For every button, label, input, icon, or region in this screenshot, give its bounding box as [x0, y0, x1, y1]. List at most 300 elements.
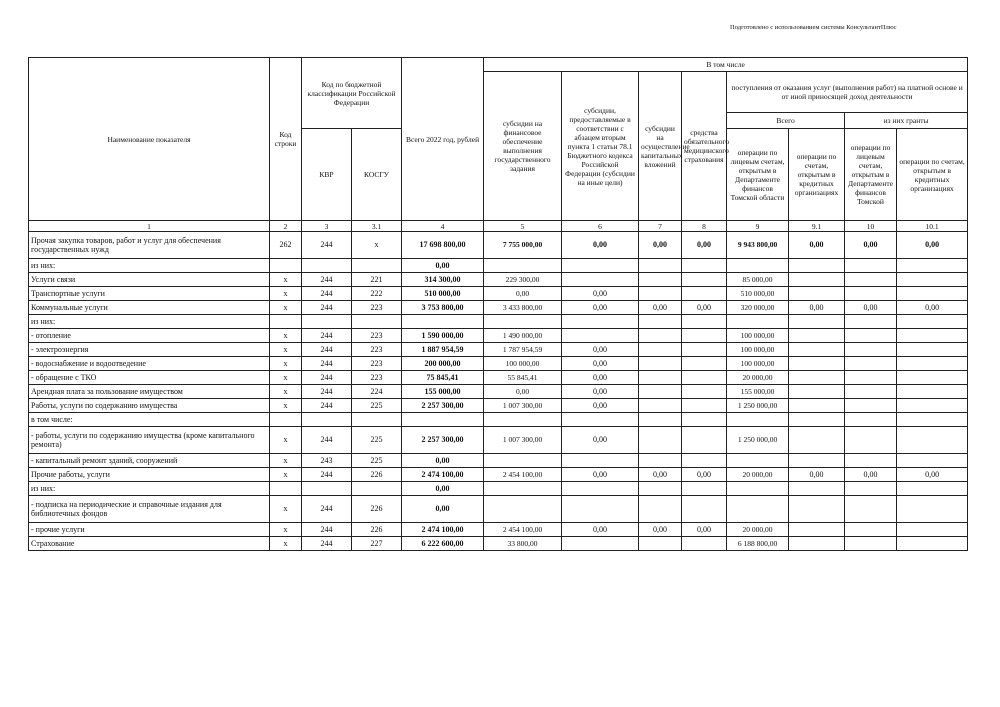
cell-value: x	[270, 496, 302, 523]
cell-value	[270, 413, 302, 427]
table-row	[29, 537, 968, 551]
cell-value	[845, 385, 897, 399]
cell-value	[639, 343, 682, 357]
cell-value	[682, 482, 727, 496]
cell-value: 55 845,41	[484, 371, 562, 385]
cell-value	[845, 413, 897, 427]
row-label: в том числе:	[29, 413, 270, 427]
cell-value	[484, 413, 562, 427]
cell-value	[789, 315, 845, 329]
column-number-row	[29, 221, 968, 232]
cell-value: 0,00	[402, 496, 484, 523]
cell-value: 226	[352, 496, 402, 523]
cell-value: 0,00	[682, 301, 727, 315]
cell-value: 244	[302, 468, 352, 482]
table-row	[29, 399, 968, 413]
table-row	[29, 496, 968, 523]
cell-value: x	[270, 301, 302, 315]
cell-value	[789, 287, 845, 301]
cell-value	[845, 329, 897, 343]
cell-value	[789, 496, 845, 523]
cell-value: 33 800,00	[484, 537, 562, 551]
cell-value	[897, 399, 968, 413]
cell-value: 0,00	[562, 343, 639, 357]
cell-value: x	[270, 273, 302, 287]
cell-value	[682, 496, 727, 523]
cell-value: 3 433 800,00	[484, 301, 562, 315]
header-kosgu: КОСГУ	[352, 129, 402, 221]
cell-value: 1 007 300,00	[484, 427, 562, 454]
column-number: 2	[270, 221, 302, 232]
cell-value: 223	[352, 371, 402, 385]
table-row	[29, 273, 968, 287]
cell-value	[484, 315, 562, 329]
cell-value	[845, 482, 897, 496]
cell-value: 1 007 300,00	[484, 399, 562, 413]
cell-value	[639, 315, 682, 329]
cell-value: 244	[302, 343, 352, 357]
cell-value: 0,00	[789, 232, 845, 259]
cell-value: x	[270, 343, 302, 357]
table-row	[29, 385, 968, 399]
header-bk: Код по бюджетной классификации Российской Федерации	[302, 58, 402, 129]
cell-value: 244	[302, 399, 352, 413]
cell-value	[789, 537, 845, 551]
cell-value: 0,00	[639, 232, 682, 259]
header-paid: поступления от оказания услуг (выполнения работ) на платной основе и от иной приносящей доход деятельности	[727, 72, 968, 113]
cell-value: 2 454 100,00	[484, 468, 562, 482]
row-label: Работы, услуги по содержанию имущества	[29, 399, 270, 413]
cell-value: 200 000,00	[402, 357, 484, 371]
cell-value	[484, 496, 562, 523]
header-incl: В том числе	[484, 58, 968, 72]
cell-value: 2 474 100,00	[402, 523, 484, 537]
cell-value	[352, 482, 402, 496]
cell-value: 0,00	[562, 232, 639, 259]
row-label: Коммунальные услуги	[29, 301, 270, 315]
cell-value	[897, 427, 968, 454]
cell-value	[845, 399, 897, 413]
column-number: 10.1	[897, 221, 968, 232]
cell-value	[845, 287, 897, 301]
header-all: Всего	[727, 113, 845, 129]
consultant-note: Подготовлено с использованием системы КонсультантПлюс	[730, 24, 897, 31]
column-number: 3	[302, 221, 352, 232]
cell-value: 1 490 000,00	[484, 329, 562, 343]
cell-value	[562, 259, 639, 273]
cell-value	[639, 287, 682, 301]
cell-value	[402, 413, 484, 427]
cell-value: 226	[352, 523, 402, 537]
cell-value	[897, 385, 968, 399]
cell-value	[727, 315, 789, 329]
cell-value: 0,00	[562, 357, 639, 371]
cell-value: 0,00	[845, 301, 897, 315]
cell-value	[484, 454, 562, 468]
cell-value	[639, 482, 682, 496]
row-label: - обращение с ТКО	[29, 371, 270, 385]
cell-value: 0,00	[562, 427, 639, 454]
cell-value: 20 000,00	[727, 523, 789, 537]
cell-value	[897, 357, 968, 371]
cell-value	[845, 259, 897, 273]
table-row	[29, 343, 968, 357]
cell-value	[639, 496, 682, 523]
cell-value: 85 000,00	[727, 273, 789, 287]
cell-value	[897, 273, 968, 287]
cell-value: x	[270, 454, 302, 468]
column-number: 7	[639, 221, 682, 232]
row-label: из них:	[29, 315, 270, 329]
cell-value	[639, 357, 682, 371]
cell-value	[682, 427, 727, 454]
cell-value	[562, 496, 639, 523]
cell-value	[562, 482, 639, 496]
cell-value: 225	[352, 399, 402, 413]
cell-value	[897, 371, 968, 385]
cell-value	[789, 454, 845, 468]
cell-value	[352, 315, 402, 329]
cell-value	[789, 482, 845, 496]
cell-value	[897, 537, 968, 551]
table-row	[29, 413, 968, 427]
cell-value	[639, 329, 682, 343]
cell-value: 0,00	[562, 385, 639, 399]
cell-value: 100 000,00	[727, 343, 789, 357]
row-label: - работы, услуги по содержанию имущества (кроме капитального ремонта)	[29, 427, 270, 454]
cell-value	[727, 259, 789, 273]
row-label: из них:	[29, 259, 270, 273]
cell-value: 17 698 800,00	[402, 232, 484, 259]
cell-value	[845, 454, 897, 468]
column-number: 8	[682, 221, 727, 232]
column-number: 4	[402, 221, 484, 232]
cell-value: 1 250 000,00	[727, 399, 789, 413]
cell-value: 244	[302, 496, 352, 523]
cell-value	[402, 315, 484, 329]
header-c91: операции по счетам, открытым в кредитных организациях	[789, 129, 845, 221]
row-label: Арендная плата за пользование имуществом	[29, 385, 270, 399]
cell-value	[302, 259, 352, 273]
row-label: Услуги связи	[29, 273, 270, 287]
cell-value	[562, 329, 639, 343]
table-row	[29, 232, 968, 259]
cell-value	[789, 329, 845, 343]
cell-value: 0,00	[484, 287, 562, 301]
table-row	[29, 287, 968, 301]
cell-value	[727, 413, 789, 427]
header-name: Наименование показателя	[29, 58, 270, 221]
cell-value	[897, 315, 968, 329]
table-row	[29, 301, 968, 315]
cell-value	[897, 413, 968, 427]
header-c6: субсидии, предоставляемые в соответствии с абзацем вторым пункта 1 статьи 78.1 Бюджетного кодекса Российской Федерации (субсидии на иные цели)	[562, 72, 639, 221]
cell-value	[897, 259, 968, 273]
table-header	[29, 58, 968, 232]
cell-value	[789, 357, 845, 371]
cell-value: 223	[352, 343, 402, 357]
cell-value	[789, 385, 845, 399]
cell-value: x	[270, 427, 302, 454]
cell-value: 1 250 000,00	[727, 427, 789, 454]
cell-value: 0,00	[897, 468, 968, 482]
column-number: 1	[29, 221, 270, 232]
column-number: 9	[727, 221, 789, 232]
cell-value: 244	[302, 232, 352, 259]
cell-value	[789, 371, 845, 385]
table-row	[29, 482, 968, 496]
table-row	[29, 259, 968, 273]
cell-value: 0,00	[897, 301, 968, 315]
cell-value: 510 000,00	[727, 287, 789, 301]
cell-value: 226	[352, 468, 402, 482]
cell-value	[789, 413, 845, 427]
cell-value	[352, 413, 402, 427]
table-body	[29, 232, 968, 551]
budget-table	[28, 57, 968, 551]
cell-value: 0,00	[562, 468, 639, 482]
cell-value: 223	[352, 357, 402, 371]
cell-value: x	[270, 329, 302, 343]
row-label: - подписка на периодические и справочные издания для библиотечных фондов	[29, 496, 270, 523]
cell-value: 244	[302, 523, 352, 537]
cell-value	[845, 537, 897, 551]
header-grants: из них гранты	[845, 113, 968, 129]
cell-value: 2 257 300,00	[402, 399, 484, 413]
cell-value	[639, 371, 682, 385]
row-label: - водоснабжение и водоотведение	[29, 357, 270, 371]
cell-value	[682, 357, 727, 371]
header-c5: субсидии на финансовое обеспечение выполнения государственного задания	[484, 72, 562, 221]
table-row	[29, 371, 968, 385]
cell-value: 100 000,00	[484, 357, 562, 371]
cell-value	[302, 315, 352, 329]
cell-value	[562, 413, 639, 427]
cell-value: 0,00	[789, 301, 845, 315]
cell-value: 227	[352, 537, 402, 551]
cell-value: 100 000,00	[727, 357, 789, 371]
cell-value	[682, 371, 727, 385]
cell-value	[789, 399, 845, 413]
cell-value	[897, 523, 968, 537]
cell-value: 0,00	[562, 301, 639, 315]
cell-value: 0,00	[402, 454, 484, 468]
column-number: 9.1	[789, 221, 845, 232]
cell-value	[682, 399, 727, 413]
cell-value: 0,00	[402, 482, 484, 496]
cell-value	[789, 273, 845, 287]
cell-value: 0,00	[639, 468, 682, 482]
cell-value	[845, 523, 897, 537]
table-row	[29, 468, 968, 482]
header-c101: операции по счетам, открытым в кредитных организациях	[897, 129, 968, 221]
cell-value	[270, 315, 302, 329]
cell-value: 155 000,00	[727, 385, 789, 399]
cell-value: x	[270, 357, 302, 371]
cell-value	[352, 259, 402, 273]
cell-value: 9 943 800,00	[727, 232, 789, 259]
cell-value	[897, 496, 968, 523]
cell-value	[727, 454, 789, 468]
cell-value: 7 755 000,00	[484, 232, 562, 259]
cell-value	[897, 343, 968, 357]
cell-value: 0,00	[639, 523, 682, 537]
cell-value: 225	[352, 427, 402, 454]
cell-value	[682, 315, 727, 329]
cell-value	[639, 537, 682, 551]
cell-value	[845, 496, 897, 523]
cell-value: 225	[352, 454, 402, 468]
cell-value: 6 222 600,00	[402, 537, 484, 551]
row-label: Прочие работы, услуги	[29, 468, 270, 482]
cell-value	[845, 343, 897, 357]
cell-value: 244	[302, 427, 352, 454]
table-row	[29, 523, 968, 537]
header-total: Всего 2022 год, рублей	[402, 58, 484, 221]
cell-value	[682, 454, 727, 468]
row-label: - электроэнергия	[29, 343, 270, 357]
cell-value	[639, 413, 682, 427]
cell-value	[845, 427, 897, 454]
cell-value	[562, 315, 639, 329]
cell-value: 229 300,00	[484, 273, 562, 287]
cell-value	[682, 329, 727, 343]
cell-value: 0,00	[562, 287, 639, 301]
cell-value	[639, 454, 682, 468]
cell-value: 244	[302, 385, 352, 399]
row-label: - капитальный ремонт зданий, сооружений	[29, 454, 270, 468]
row-label: Транспортные услуги	[29, 287, 270, 301]
cell-value: 244	[302, 301, 352, 315]
cell-value	[845, 315, 897, 329]
cell-value: 0,00	[897, 232, 968, 259]
cell-value	[639, 427, 682, 454]
table-row	[29, 315, 968, 329]
cell-value: x	[270, 385, 302, 399]
cell-value: x	[352, 232, 402, 259]
cell-value: x	[270, 371, 302, 385]
cell-value	[682, 287, 727, 301]
cell-value: 0,00	[484, 385, 562, 399]
cell-value: 244	[302, 371, 352, 385]
cell-value	[270, 259, 302, 273]
cell-value: 0,00	[562, 523, 639, 537]
cell-value	[302, 413, 352, 427]
table-row	[29, 427, 968, 454]
cell-value	[639, 273, 682, 287]
cell-value: 0,00	[682, 523, 727, 537]
cell-value: 0,00	[402, 259, 484, 273]
cell-value	[727, 482, 789, 496]
cell-value: x	[270, 537, 302, 551]
cell-value: 244	[302, 287, 352, 301]
cell-value: 0,00	[639, 301, 682, 315]
cell-value: 3 753 800,00	[402, 301, 484, 315]
header-c7: субсидии на осуществление капитальных вложений	[639, 72, 682, 221]
cell-value	[789, 343, 845, 357]
cell-value	[270, 482, 302, 496]
row-label: - отопление	[29, 329, 270, 343]
cell-value	[897, 287, 968, 301]
cell-value: 262	[270, 232, 302, 259]
cell-value: 2 474 100,00	[402, 468, 484, 482]
row-label: - прочие услуги	[29, 523, 270, 537]
cell-value	[897, 329, 968, 343]
cell-value: 0,00	[682, 468, 727, 482]
column-number: 5	[484, 221, 562, 232]
cell-value: 2 454 100,00	[484, 523, 562, 537]
cell-value: x	[270, 523, 302, 537]
cell-value: 223	[352, 329, 402, 343]
row-label: из них:	[29, 482, 270, 496]
row-label: Страхование	[29, 537, 270, 551]
cell-value	[897, 454, 968, 468]
column-number: 6	[562, 221, 639, 232]
cell-value	[682, 259, 727, 273]
cell-value	[845, 371, 897, 385]
cell-value	[562, 273, 639, 287]
cell-value: 510 000,00	[402, 287, 484, 301]
cell-value: 221	[352, 273, 402, 287]
cell-value	[682, 385, 727, 399]
cell-value: 0,00	[562, 399, 639, 413]
table-row	[29, 454, 968, 468]
cell-value: 224	[352, 385, 402, 399]
cell-value: 1 590 000,00	[402, 329, 484, 343]
cell-value	[727, 496, 789, 523]
cell-value	[562, 454, 639, 468]
cell-value	[639, 385, 682, 399]
cell-value: 0,00	[789, 468, 845, 482]
cell-value: 222	[352, 287, 402, 301]
cell-value	[682, 343, 727, 357]
cell-value: x	[270, 287, 302, 301]
cell-value: 75 845,41	[402, 371, 484, 385]
column-number: 10	[845, 221, 897, 232]
cell-value	[682, 537, 727, 551]
cell-value: 243	[302, 454, 352, 468]
cell-value	[484, 259, 562, 273]
cell-value: 244	[302, 273, 352, 287]
cell-value: 244	[302, 537, 352, 551]
cell-value	[682, 273, 727, 287]
cell-value	[639, 399, 682, 413]
cell-value: 223	[352, 301, 402, 315]
cell-value: 0,00	[845, 468, 897, 482]
cell-value: 0,00	[845, 232, 897, 259]
cell-value	[639, 259, 682, 273]
cell-value: 6 188 800,00	[727, 537, 789, 551]
cell-value: 320 000,00	[727, 301, 789, 315]
cell-value	[562, 537, 639, 551]
cell-value: 314 300,00	[402, 273, 484, 287]
cell-value: 155 000,00	[402, 385, 484, 399]
header-c8: средства обязательного медицинского страхования	[682, 72, 727, 221]
header-c9: операции по лицевым счетам, открытым в Департаменте финансов Томской области	[727, 129, 789, 221]
header-code: Код строки	[270, 58, 302, 221]
cell-value	[845, 357, 897, 371]
column-number: 3.1	[352, 221, 402, 232]
cell-value: 1 887 954,59	[402, 343, 484, 357]
cell-value	[897, 482, 968, 496]
cell-value	[789, 523, 845, 537]
cell-value: 1 787 954,59	[484, 343, 562, 357]
cell-value: 244	[302, 329, 352, 343]
cell-value: x	[270, 399, 302, 413]
header-kvr: КВР	[302, 129, 352, 221]
cell-value: 2 257 300,00	[402, 427, 484, 454]
cell-value: 20 000,00	[727, 468, 789, 482]
